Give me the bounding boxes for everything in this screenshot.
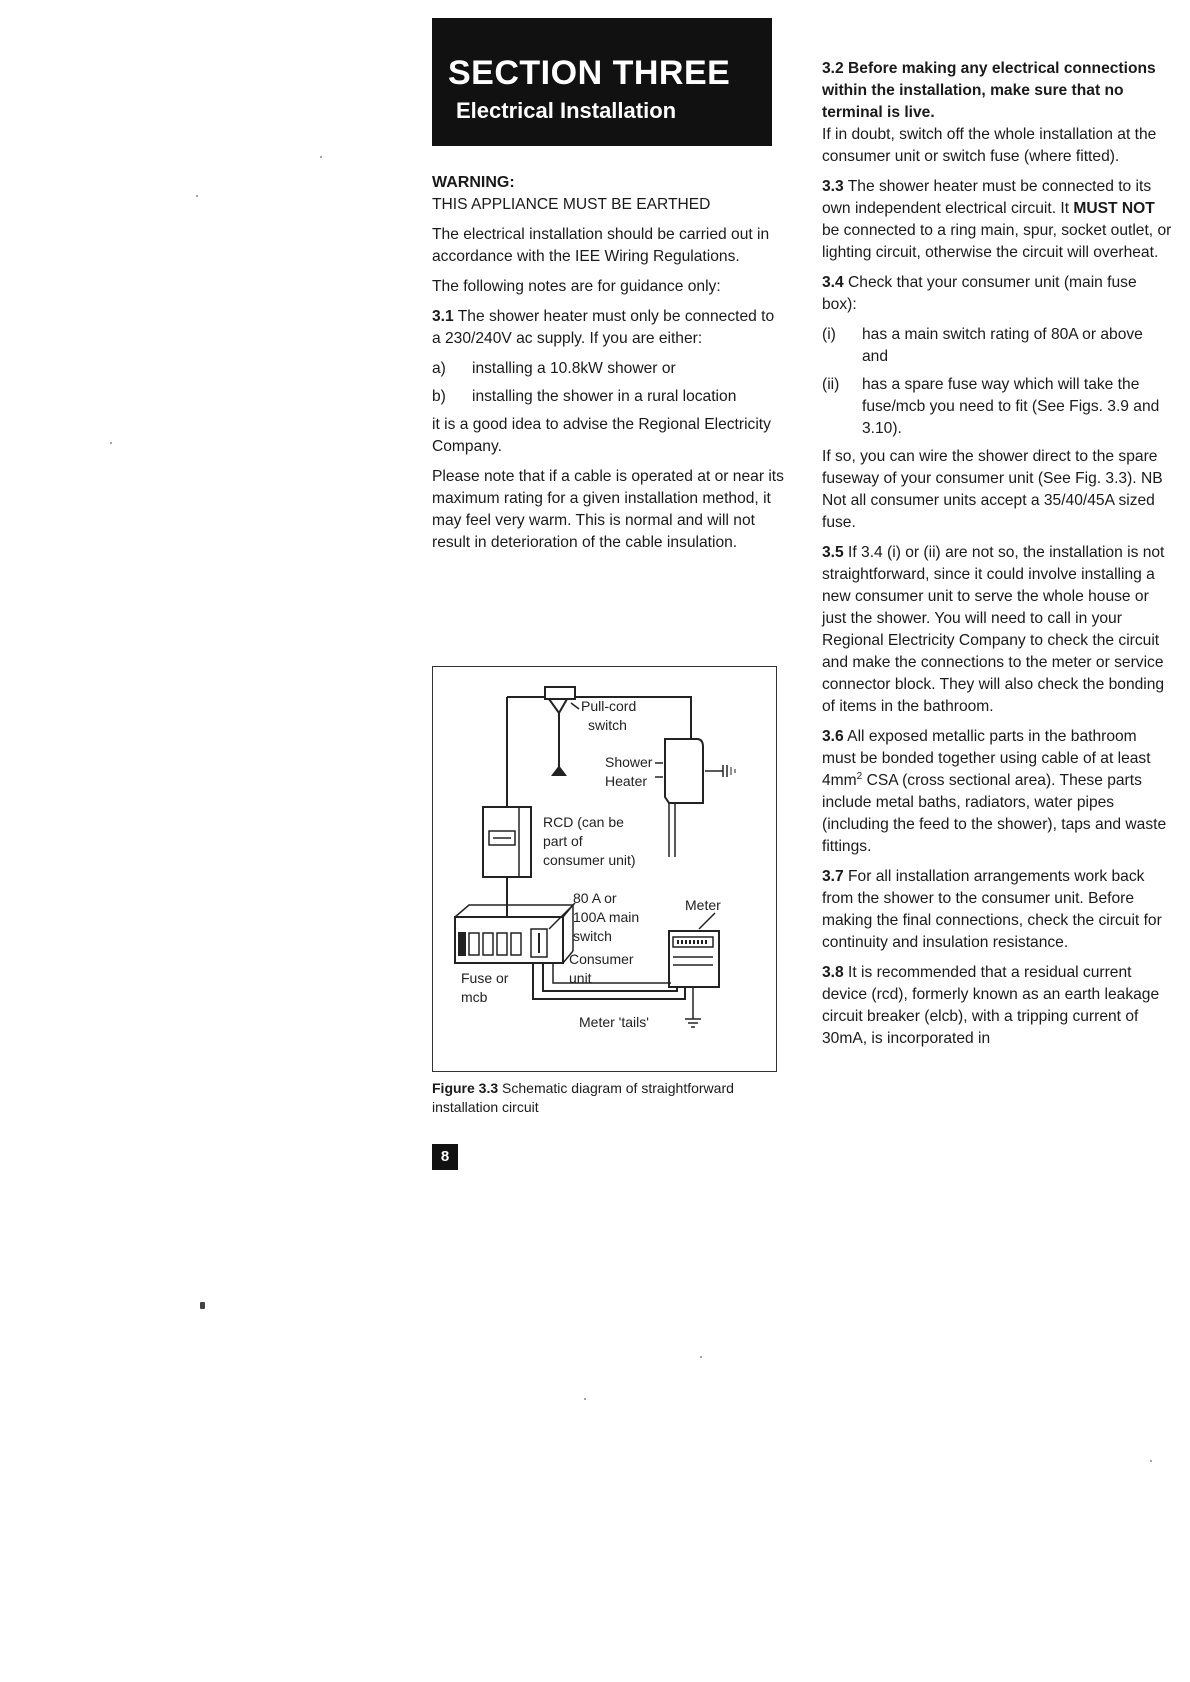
- list-item: [822, 374, 1172, 440]
- scan-speck: [1150, 1460, 1152, 1462]
- section-title: SECTION THREE: [448, 54, 731, 92]
- cable-note-paragraph: Please note that if a cable is operated at or near its maximum rating for a given installation method, it may feel very warm. This is normal and will not result in deterioration of the cable insulation.: [432, 468, 784, 551]
- scan-speck: [320, 156, 322, 158]
- scan-speck: [584, 1398, 586, 1400]
- guidance-paragraph: The following notes are for guidance only:: [432, 278, 721, 295]
- section-text: be connected to a ring main, spur, socket outlet, or lighting circuit, otherwise the circuit will overheat.: [822, 222, 1172, 261]
- scan-speck: [200, 1302, 205, 1309]
- label-heater: Heater: [605, 773, 648, 789]
- section-text: Check that your consumer unit (main fuse box):: [822, 274, 1137, 313]
- section-number: 3.6: [822, 728, 844, 745]
- section-text: If in doubt, switch off the whole installation at the consumer unit or switch fuse (where fitted).: [822, 126, 1157, 165]
- section-number: 3.5: [822, 544, 844, 561]
- label-fuse-2: mcb: [461, 989, 488, 1005]
- label-rcd-3: consumer unit): [543, 852, 636, 868]
- section-header: [432, 18, 772, 146]
- label-main-2: 100A main: [573, 909, 640, 925]
- section-subtitle: Electrical Installation: [456, 98, 677, 123]
- label-consumer-2: unit: [569, 970, 592, 986]
- section-number: 3.7: [822, 868, 844, 885]
- label-switch: switch: [588, 717, 627, 733]
- label-rcd-2: part of: [543, 833, 583, 849]
- list-item: [432, 386, 784, 408]
- scan-speck: [700, 1356, 702, 1358]
- page-number: 8: [432, 1144, 458, 1170]
- label-pull-cord: Pull-cord: [581, 698, 637, 714]
- section-3-6: [822, 726, 1172, 858]
- list-marker: b): [432, 388, 446, 405]
- section-text: It is recommended that a residual current device (rcd), formerly known as an earth leakage circuit breaker (elcb), with a tripping current of 30mA, is incorporated in: [822, 964, 1160, 1047]
- section-text: CSA (cross sectional area). These parts include metal baths, radiators, water pipes (including the feed to the shower), taps and waste fittings.: [822, 772, 1167, 855]
- section-3-4-after: If so, you can wire the shower direct to the spare fuseway of your consumer unit (See Fig. 3.3). NB Not all consumer units accept a 35/40/45A sized fuse.: [822, 448, 1163, 531]
- section-3-4: [822, 272, 1172, 316]
- section-bold-text: MUST NOT: [1073, 200, 1155, 217]
- section-number: 3.3: [822, 178, 844, 195]
- meter-tails: [533, 963, 685, 999]
- caption-label: Figure 3.3: [432, 1080, 499, 1096]
- figure-caption: [432, 1079, 792, 1117]
- section-3-7: [822, 866, 1172, 954]
- section-3-8: [822, 962, 1172, 1050]
- list-marker: (ii): [822, 376, 840, 393]
- warning-label: WARNING:: [432, 174, 515, 191]
- scan-speck: [110, 442, 112, 444]
- label-main-3: switch: [573, 928, 612, 944]
- pull-cord-switch-icon: [545, 687, 575, 699]
- intro-paragraph: The electrical installation should be carried out in accordance with the IEE Wiring Regulations.: [432, 226, 770, 265]
- list-marker: (i): [822, 326, 836, 343]
- label-main-1: 80 A or: [573, 890, 617, 906]
- label-shower: Shower: [605, 754, 653, 770]
- section-bold-text: Before making any electrical connections within the installation, make sure that no terminal is live.: [822, 60, 1156, 121]
- label-consumer-1: Consumer: [569, 951, 634, 967]
- list-text: installing a 10.8kW shower or: [472, 360, 676, 377]
- scan-speck: [196, 195, 198, 197]
- section-text: If 3.4 (i) or (ii) are not so, the installation is not straightforward, since it could involve installing a new consumer unit to serve the whole house or just the shower. You will need to call in your Regional Electricity Company to check the circuit and make the connections to the meter or service connector block. They will also check the bonding of items in the bathroom.: [822, 544, 1165, 715]
- label-meter: Meter: [685, 897, 721, 913]
- section-text: For all installation arrangements work back from the shower to the consumer unit. Before making the final connections, check the circuit for continuity and insulation resistance.: [822, 868, 1162, 951]
- section-number: 3.1: [432, 308, 454, 325]
- figure-diagram: [432, 666, 777, 1072]
- warning-text: THIS APPLIANCE MUST BE EARTHED: [432, 196, 711, 213]
- section-text: The shower heater must be connected to its own independent electrical circuit. It: [822, 178, 1152, 217]
- list-text: has a main switch rating of 80A or above and: [862, 326, 1143, 365]
- section-3-1: [432, 306, 784, 350]
- shower-heater-icon: [665, 739, 703, 803]
- list-text: has a spare fuse way which will take the fuse/mcb you need to fit (See Figs. 3.9 and 3.10).: [862, 376, 1160, 437]
- label-rcd-1: RCD (can be: [543, 814, 624, 830]
- section-number: 3.2: [822, 60, 844, 77]
- left-column: [432, 172, 784, 562]
- list-item: [822, 324, 1172, 368]
- section-3-5: [822, 542, 1172, 718]
- section-text: All exposed metallic parts in the bathroom must be bonded together using cable of at least 4mm: [822, 728, 1151, 789]
- section-3-2: [822, 58, 1172, 168]
- section-number: 3.4: [822, 274, 844, 291]
- advice-paragraph: it is a good idea to advise the Regional Electricity Company.: [432, 416, 771, 455]
- caption-text: Schematic diagram of straightforward installation circuit: [432, 1080, 734, 1115]
- section-3-3: [822, 176, 1172, 264]
- label-meter-tails: Meter 'tails': [579, 1014, 649, 1030]
- right-column: [822, 58, 1172, 1058]
- superscript: 2: [856, 770, 863, 782]
- section-number: 3.8: [822, 964, 844, 981]
- list-text: installing the shower in a rural location: [472, 388, 737, 405]
- label-fuse-1: Fuse or: [461, 970, 509, 986]
- list-item: [432, 358, 784, 380]
- section-text: The shower heater must only be connected to a 230/240V ac supply. If you are either:: [432, 308, 775, 347]
- list-marker: a): [432, 360, 446, 377]
